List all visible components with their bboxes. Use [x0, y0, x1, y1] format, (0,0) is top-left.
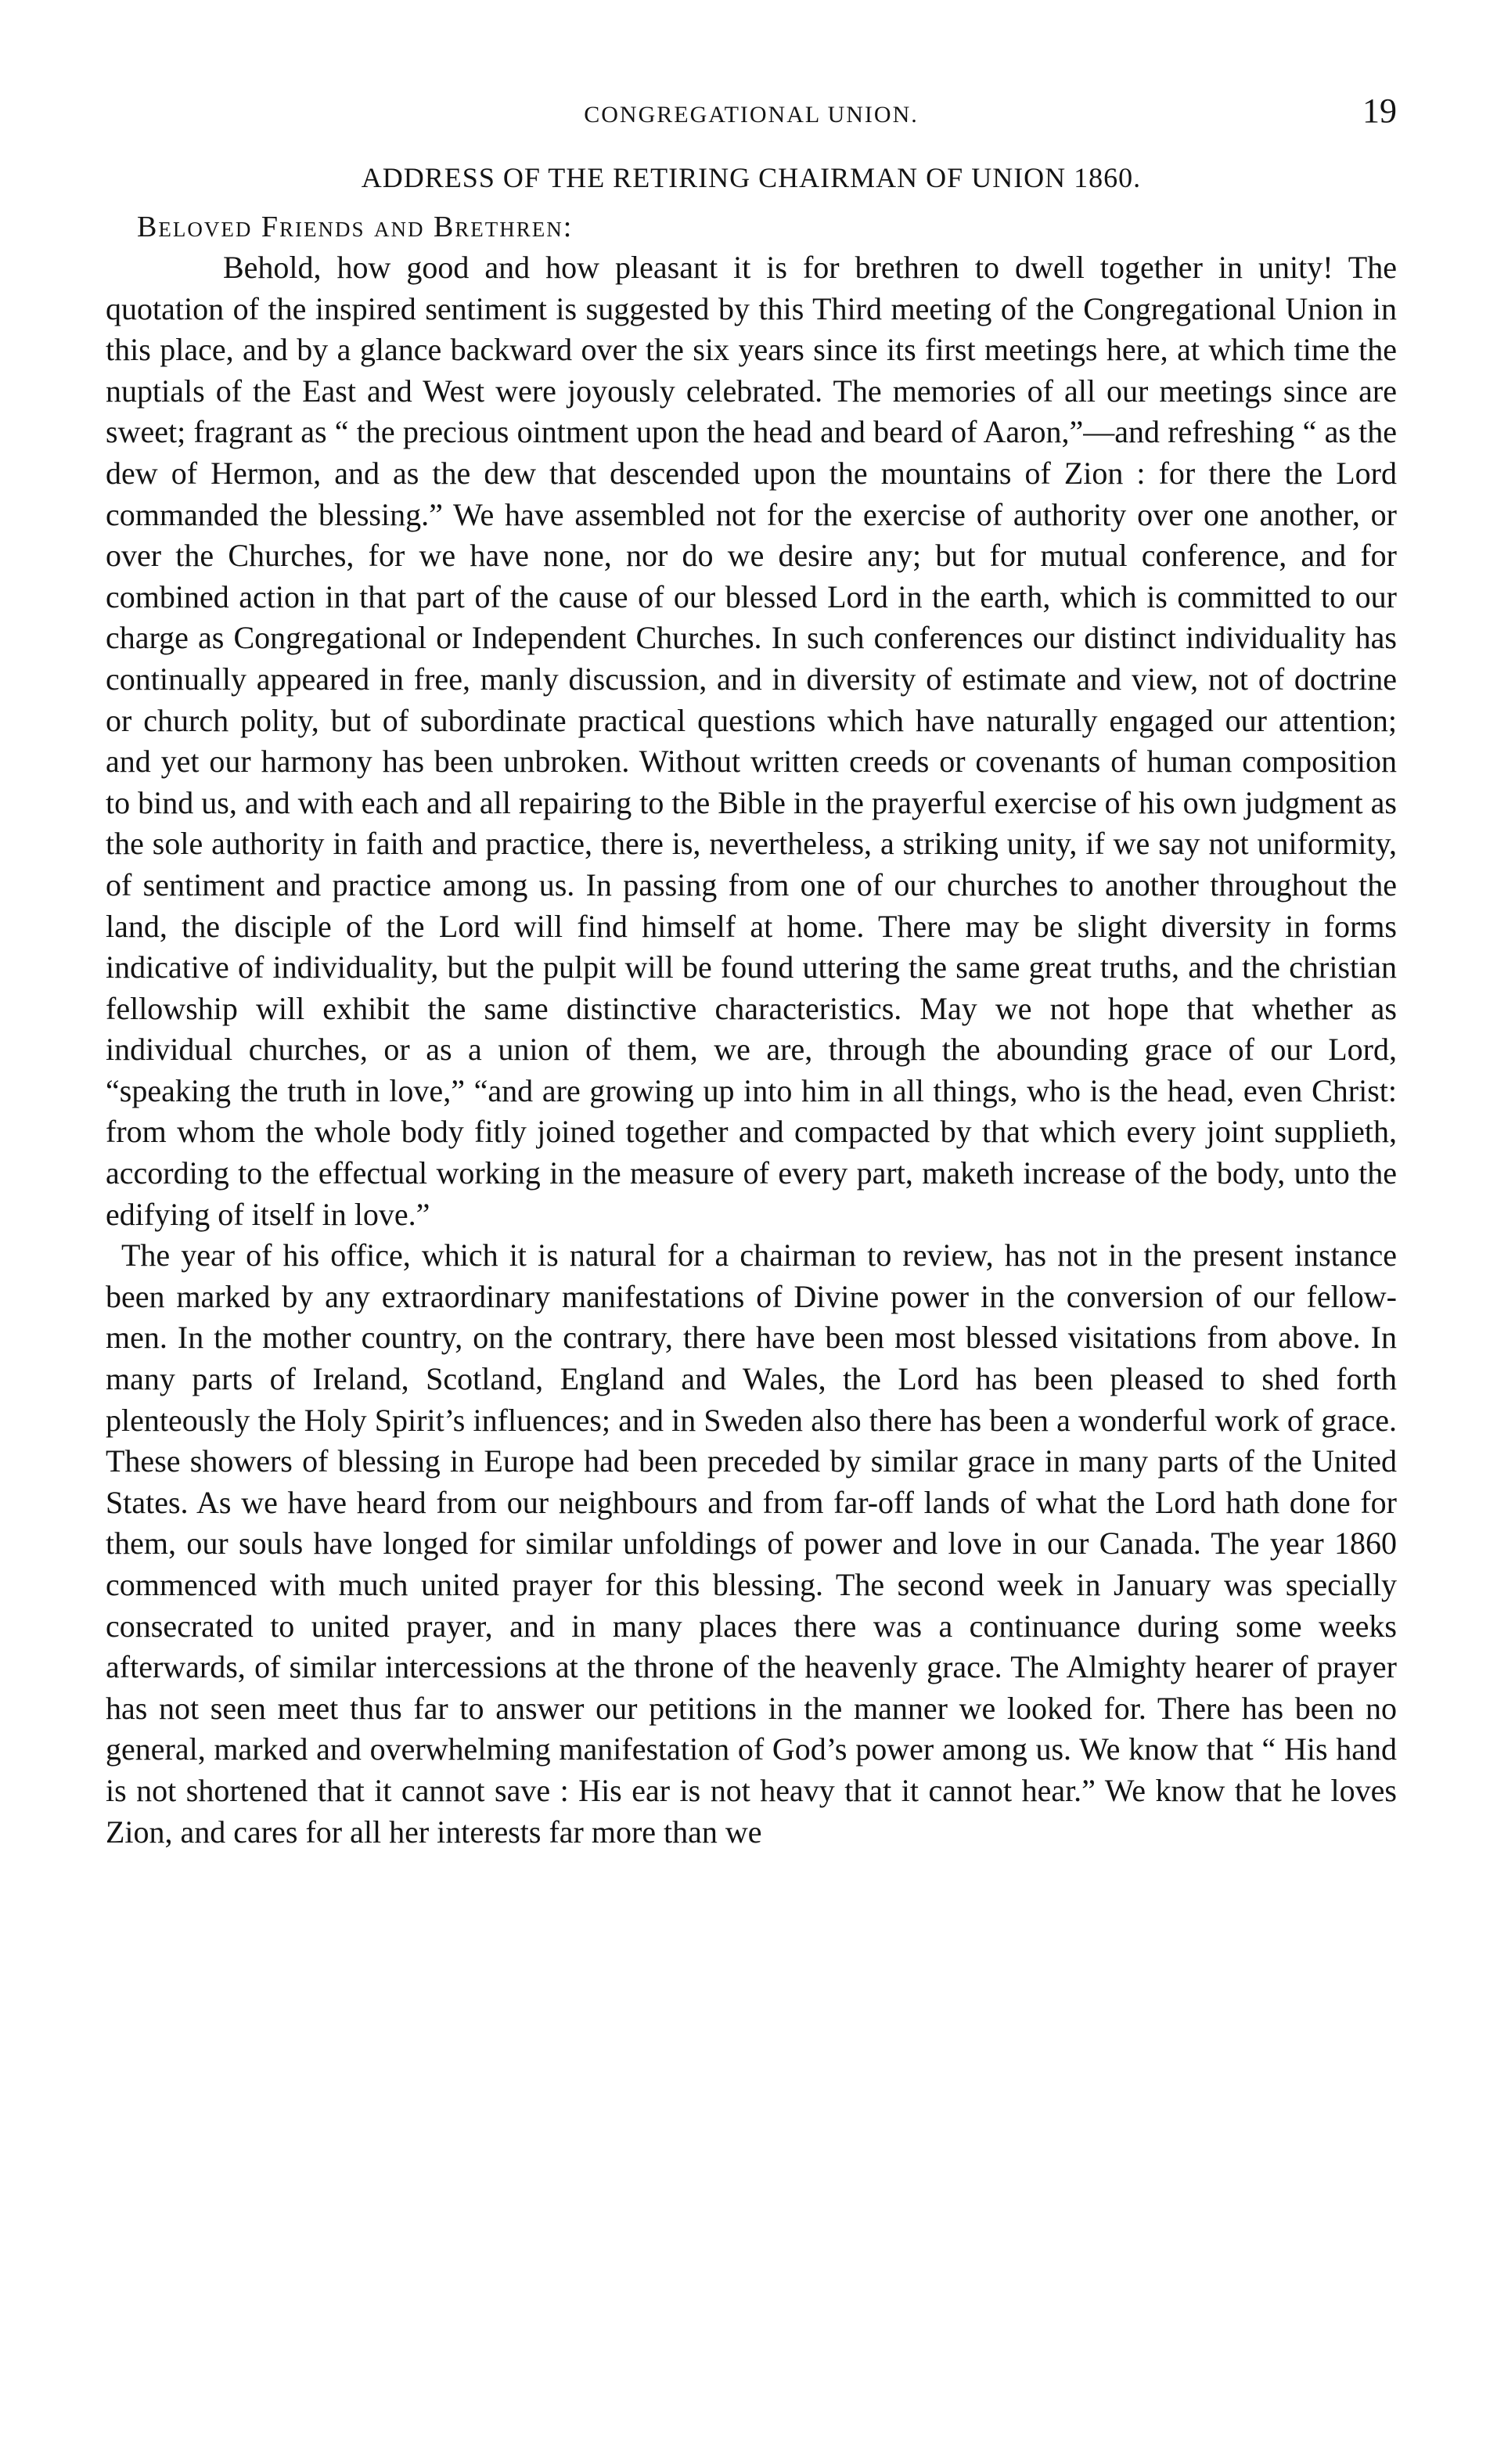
address-title: ADDRESS OF THE RETIRING CHAIRMAN OF UNION 1860.	[361, 162, 1142, 193]
address-body	[106, 247, 1397, 1853]
salutation: Beloved Friends and Brethren:	[137, 211, 574, 243]
document-page	[106, 78, 1397, 1853]
paragraph-1: Behold, how good and how pleasant it is for brethren to dwell together in unity! The quotation of the inspired sentiment is suggested by this Third meeting of the Congregational Union in this place, and by a glance backward over the six years since its first meetings here, at which time the nuptials of the East and West were joyously celebrated. The memories of all our meetings since are sweet; fragrant as “ the precious ointment upon the head and beard of Aaron,”—and refreshing “ as the dew of Hermon, and as the dew that descended upon the mountains of Zion : for there the Lord commanded the blessing.” We have assembled not for the exercise of authority over one another, or over the Churches, for we have none, nor do we desire any; but for mutual conference, and for combined action in that part of the cause of our blessed Lord in the earth, which is committed to our charge as Congregational or Independent Churches. In such conferences our distinct individuality has continually appeared in free, manly discussion, and in diversity of estimate and view, not of doctrine or church polity, but of subordinate practical questions which have naturally engaged our attention; and yet our harmony has been unbroken. Without written creeds or covenants of human composition to bind us, and with each and all repairing to the Bible in the prayerful exercise of his own judgment as the sole authority in faith and practice, there is, nevertheless, a striking unity, if we say not uniformity, of sentiment and practice among us. In passing from one of our churches to another throughout the land, the disciple of the Lord will find himself at home. There may be slight diversity in forms indicative of individuality, but the pulpit will be found uttering the same great truths, and the christian fellowship will exhibit the same distinctive characteristics. May we not hope that whether as individual churches, or as a union of them, we are, through the abounding grace of our Lord, “speaking the truth in love,” “and are growing up into him in all things, who is the head, even Christ: from whom the whole body fitly joined together and compacted by that which every joint supplieth, according to the effectual working in the measure of every part, maketh increase of the body, unto the edifying of itself in love.”	[106, 250, 1397, 1232]
page-number: 19	[1362, 92, 1397, 130]
running-title: CONGREGATIONAL UNION.	[584, 102, 919, 128]
running-header	[106, 78, 1397, 133]
paragraph-2: The year of his office, which it is natural for a chairman to review, has not in the present instance been marked by any extraordinary manifestations of Divine power in the conversion of our fellow-men. In the mother country, on the contrary, there have been most blessed visitations from above. In many parts of Ireland, Scotland, England and Wales, the Lord has been pleased to shed forth plenteously the Holy Spirit’s influences; and in Sweden also there has been a wonderful work of grace. These showers of blessing in Europe had been preceded by similar grace in many parts of the United States. As we have heard from our neighbours and from far-off lands of what the Lord hath done for them, our souls have longed for similar unfoldings of power and love in our Canada. The year 1860 commenced with much united prayer for this blessing. The second week in January was specially consecrated to united prayer, and in many places there was a continuance during some weeks afterwards, of similar intercessions at the throne of the heavenly grace. The Almighty hearer of prayer has not seen meet thus far to answer our petitions in the manner we looked for. There has been no general, marked and overwhelming manifestation of God’s power among us. We know that “ His hand is not shortened that it cannot save : His ear is not heavy that it cannot hear.” We know that he loves Zion, and cares for all her interests far more than we	[106, 1237, 1397, 1850]
